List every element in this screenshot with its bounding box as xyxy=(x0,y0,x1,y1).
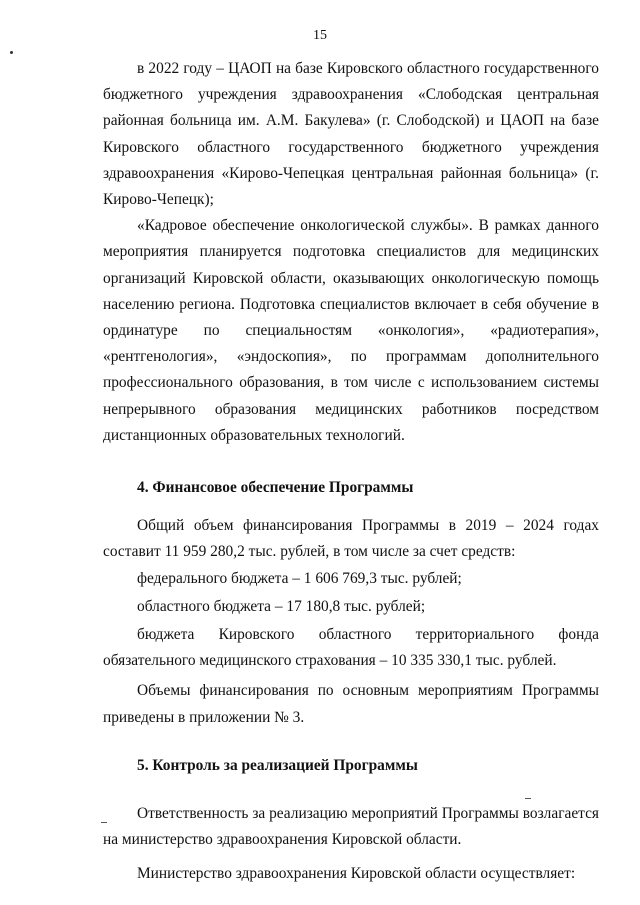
paragraph-responsibility: Ответственность за реализацию мероприятий Программы возлагается на министерство здравоохранения Кировской области. xyxy=(103,805,599,849)
page-number: 15 xyxy=(313,28,327,43)
section-4-heading: 4. Финансовое обеспечение Программы xyxy=(137,479,414,497)
funding-regional: областного бюджета – 17 180,8 тыс. рублей; xyxy=(137,597,426,615)
document-body xyxy=(103,56,599,888)
funding-federal: федерального бюджета – 1 606 769,3 тыс. рублей; xyxy=(137,569,462,587)
scan-speck xyxy=(10,51,13,54)
paragraph-staffing: «Кадровое обеспечение онкологической службы». В рамках данного мероприятия планируется подготовка специалистов для медицинских организаций Кировской области, оказывающих онкологическую помощь населению региона. Подготовка специалистов включает в себя обучение в ординатуре по специальностям «онкология», «радиотерапия», «рентгенология», «эндоскопия», по программам дополнительного профессионального образования, в том числе с использованием системы непрерывного образования медицинских работников посредством дистанционных образовательных технологий. xyxy=(103,217,599,444)
funding-fund-line-1: бюджета Кировского областного территориального фонда xyxy=(137,626,599,644)
scan-mark xyxy=(525,798,531,799)
paragraph-tsaop-2022: в 2022 году – ЦАОП на базе Кировского областного государственного бюджетного учреждения здравоохранения «Слободская центральная районная больница им. А.М. Бакулева» (г. Слободской) и ЦАОП на базе Кировского областного государственного бюджетного учреждения здравоохранения «Кирово-Чепецкая центральная районная больница» (г. Кирово-Чепецк); xyxy=(103,60,599,209)
section-5-heading: 5. Контроль за реализацией Программы xyxy=(137,756,418,774)
funding-fund-line-2: обязательного медицинского страхования – 10 335 330,1 тыс. рублей. xyxy=(103,652,557,670)
paragraph-total-funding: Общий объем финансирования Программы в 2019 – 2024 годах составит 11 959 280,2 тыс. рублей, в том числе за счет средств: xyxy=(103,517,599,561)
paragraph-funding-volumes: Объемы финансирования по основным мероприятиям Программы приведены в приложении № 3. xyxy=(103,682,599,726)
paragraph-ministry: Министерство здравоохранения Кировской области осуществляет: xyxy=(137,865,576,883)
scan-mark xyxy=(101,822,107,823)
